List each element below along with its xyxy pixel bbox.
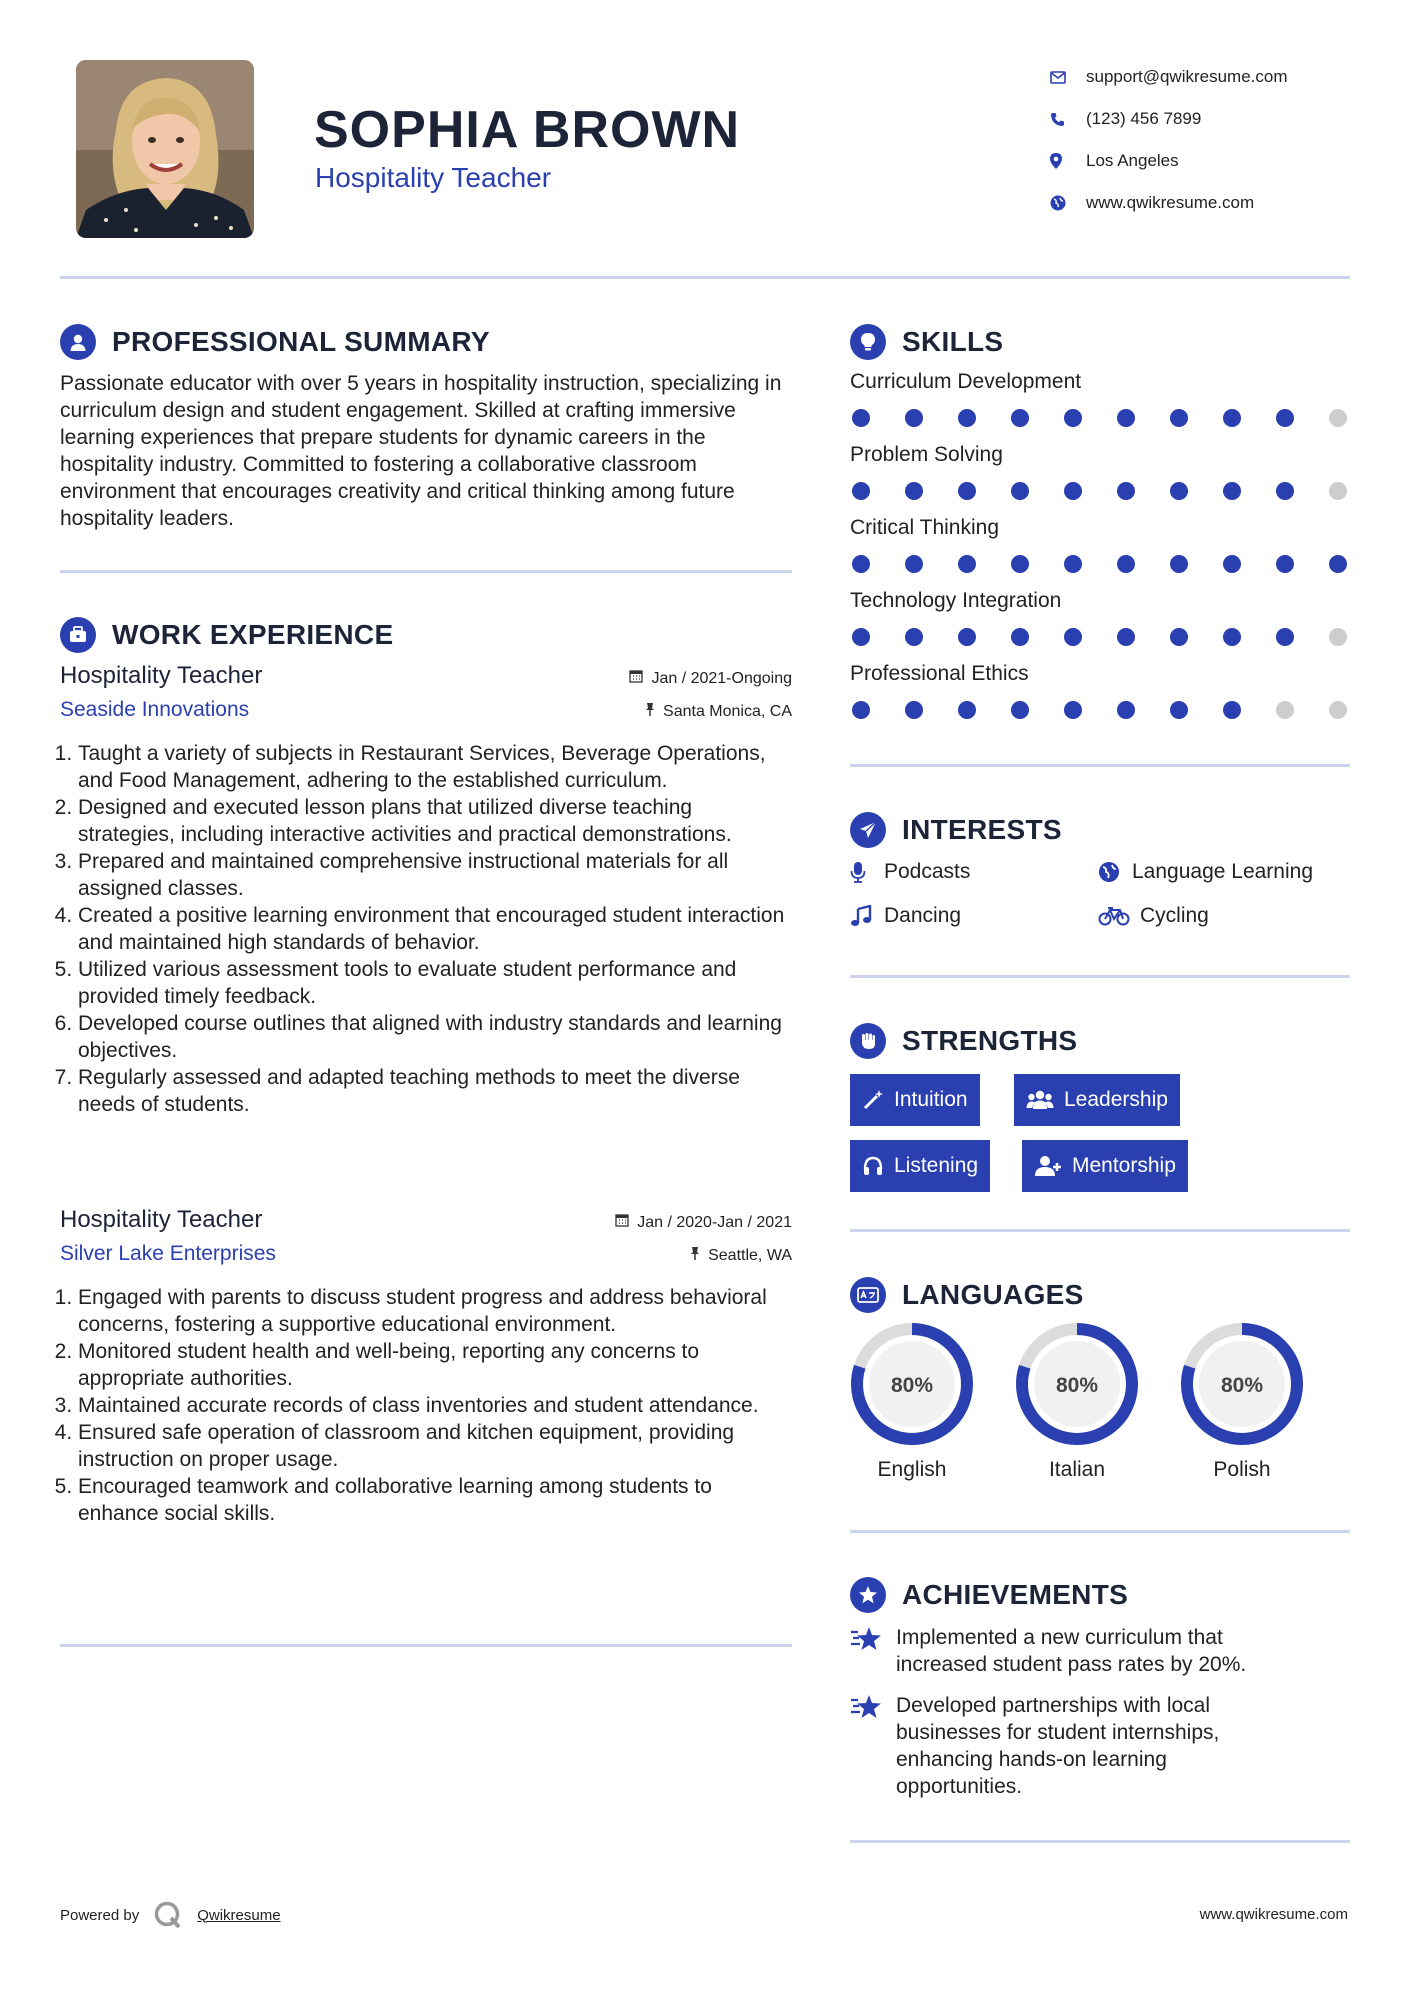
job-entry: [60, 662, 792, 1118]
skill-dot-filled: [1064, 409, 1082, 427]
globe-icon: [1050, 195, 1086, 211]
skill-dot-filled: [1170, 628, 1188, 646]
skill-dot-filled: [1223, 482, 1241, 500]
star-badge-icon: [850, 1577, 886, 1613]
user-plus-icon: [1034, 1155, 1062, 1177]
interests-title: INTERESTS: [902, 814, 1062, 845]
job-location-text: Santa Monica, CA: [663, 702, 792, 720]
job-dates-text: Jan / 2021-Ongoing: [651, 669, 792, 687]
skill-dot-filled: [1064, 482, 1082, 500]
language-item: [1180, 1322, 1304, 1482]
microphone-icon: [850, 861, 878, 883]
language-name: Italian: [1048, 1458, 1106, 1481]
user-icon: [60, 324, 96, 360]
briefcase-icon: [60, 617, 96, 653]
contact-website[interactable]: [1050, 182, 1288, 224]
job-bullets: [60, 1284, 792, 1527]
footer-website[interactable]: www.qwikresume.com: [1199, 1906, 1348, 1923]
list-item: 6. Developed course outlines that aligned with industry standards and learning objectives.: [78, 1010, 792, 1064]
header-divider: [60, 276, 1350, 279]
strengths-divider: [850, 1229, 1350, 1232]
skill-dot-filled: [852, 482, 870, 500]
profile-photo: [76, 60, 254, 238]
skill-rating: [850, 628, 1347, 646]
list-item: 2. Designed and executed lesson plans that utilized diverse teaching strategies, including interactive activities and practical demonstrations.: [78, 794, 792, 848]
summary-divider: [60, 570, 792, 573]
skill-dot-filled: [1011, 482, 1029, 500]
skill-dot-filled: [905, 409, 923, 427]
skill-dot-filled: [905, 555, 923, 573]
strength-label: Leadership: [1064, 1088, 1168, 1111]
skill-dot-filled: [1170, 555, 1188, 573]
skills-title: SKILLS: [902, 326, 1004, 357]
strengths-heading: [850, 1023, 1077, 1059]
skill-dot-filled: [1276, 555, 1294, 573]
skill-dot-filled: [852, 555, 870, 573]
language-percent: 80%: [1220, 1374, 1264, 1397]
calendar-icon: [629, 669, 643, 688]
skill-name: Problem Solving: [850, 443, 1003, 466]
skill-dot-filled: [852, 409, 870, 427]
skills-divider: [850, 764, 1350, 767]
interest-label: Dancing: [884, 904, 962, 927]
list-item: 7. Regularly assessed and adapted teaching methods to meet the diverse needs of students.: [78, 1064, 792, 1118]
skill-dot-filled: [1223, 409, 1241, 427]
list-item: 4. Created a positive learning environment that encouraged student interaction and maintained high standards of behavior.: [78, 902, 792, 956]
email-text: support@qwikresume.com: [1086, 67, 1288, 86]
interest-label: Language Learning: [1132, 860, 1314, 883]
interest-item: [1098, 860, 1313, 884]
skill-dot-filled: [905, 482, 923, 500]
job-dates: [615, 1213, 792, 1232]
work-divider: [60, 1644, 792, 1647]
language-ring: [1180, 1322, 1304, 1446]
skill-dot-filled: [1011, 628, 1029, 646]
skill-name: Professional Ethics: [850, 662, 1029, 685]
skill-item: [850, 589, 1350, 646]
achievement-item: [850, 1624, 1290, 1678]
list-item: 3. Maintained accurate records of class inventories and student attendance.: [78, 1392, 792, 1419]
skill-dot-filled: [1064, 628, 1082, 646]
skill-dot-filled: [1276, 409, 1294, 427]
list-item: 1. Taught a variety of subjects in Restaurant Services, Beverage Operations, and Food Management, adhering to the established curriculum.: [78, 740, 792, 794]
language-name: Polish: [1213, 1458, 1271, 1481]
headphones-icon: [862, 1155, 884, 1177]
skill-dot-empty: [1329, 482, 1347, 500]
skill-dot-filled: [958, 628, 976, 646]
job-location-text: Seattle, WA: [708, 1246, 792, 1264]
skill-dot-filled: [852, 628, 870, 646]
users-icon: [1026, 1089, 1054, 1111]
skills-heading: [850, 324, 1003, 360]
skill-dot-filled: [1117, 628, 1135, 646]
strength-label: Listening: [894, 1154, 979, 1177]
strength-tag: [1014, 1074, 1180, 1126]
bicycle-icon: [1098, 906, 1134, 926]
skill-dot-filled: [958, 555, 976, 573]
summary-title: PROFESSIONAL SUMMARY: [112, 326, 490, 357]
languages-title: LANGUAGES: [902, 1279, 1084, 1310]
skill-dot-filled: [1223, 628, 1241, 646]
language-percent: 80%: [890, 1374, 934, 1397]
skill-dot-filled: [958, 409, 976, 427]
language-icon: [850, 1277, 886, 1313]
strengths-title: STRENGTHS: [902, 1025, 1078, 1056]
interest-item: [1098, 904, 1209, 928]
pin-icon: [690, 1246, 700, 1265]
contact-email[interactable]: [1050, 56, 1288, 98]
fist-icon: [850, 1023, 886, 1059]
website-text: www.qwikresume.com: [1086, 193, 1255, 212]
location-text: Los Angeles: [1086, 151, 1179, 170]
skill-dot-filled: [1223, 555, 1241, 573]
candidate-name: SOPHIA BROWN: [314, 101, 741, 159]
map-pin-icon: [1050, 153, 1086, 169]
language-ring: [850, 1322, 974, 1446]
language-percent: 80%: [1055, 1374, 1099, 1397]
skill-name: Curriculum Development: [850, 370, 1082, 393]
list-item: 1. Engaged with parents to discuss student progress and address behavioral concerns, fostering a supportive educational environment.: [78, 1284, 792, 1338]
skill-dot-empty: [1276, 701, 1294, 719]
skill-item: [850, 516, 1350, 573]
job-bullets: [60, 740, 792, 1118]
achievement-item: [850, 1692, 1290, 1800]
summary-heading: [60, 324, 490, 360]
candidate-role: Hospitality Teacher: [315, 162, 552, 193]
skill-dot-filled: [1117, 701, 1135, 719]
skill-item: [850, 662, 1350, 719]
list-item: 3. Prepared and maintained comprehensive instructional materials for all assigned classes.: [78, 848, 792, 902]
job-company: Seaside Innovations: [60, 698, 250, 721]
contact-block: [1050, 56, 1288, 224]
phone-icon: [1050, 112, 1086, 127]
job-location: [690, 1246, 792, 1265]
interests-divider: [850, 975, 1350, 978]
achievements-divider: [850, 1840, 1350, 1843]
skill-dot-filled: [1117, 409, 1135, 427]
envelope-icon: [1050, 71, 1086, 84]
achievement-text: Implemented a new curriculum that increased student pass rates by 20%.: [896, 1626, 1247, 1676]
interests-heading: [850, 812, 1062, 848]
powered-by-text: Powered by: [60, 1906, 140, 1924]
strength-label: Intuition: [894, 1088, 968, 1111]
achievement-text: Developed partnerships with local businesses for student internships, enhancing hands-on learning opportunities.: [896, 1694, 1220, 1798]
interest-item: [850, 860, 970, 884]
skill-dot-filled: [1117, 482, 1135, 500]
languages-divider: [850, 1530, 1350, 1533]
job-title: Hospitality Teacher: [60, 662, 263, 689]
job-company: Silver Lake Enterprises: [60, 1242, 276, 1265]
skill-rating: [850, 555, 1347, 573]
skill-dot-empty: [1329, 628, 1347, 646]
languages-heading: [850, 1277, 1084, 1313]
achievements-heading: [850, 1577, 1128, 1613]
job-dates: [629, 669, 792, 688]
star-icon: [850, 1692, 896, 1800]
strength-tag: [1022, 1140, 1188, 1192]
contact-location: [1050, 140, 1288, 182]
skill-name: Critical Thinking: [850, 516, 999, 539]
interest-item: [850, 904, 961, 928]
skill-dot-filled: [1170, 409, 1188, 427]
strength-tag: [850, 1074, 980, 1126]
skill-dot-filled: [958, 482, 976, 500]
skill-dot-empty: [1329, 701, 1347, 719]
skill-rating: [850, 701, 1347, 719]
skill-dot-filled: [1223, 701, 1241, 719]
strength-tag: [850, 1140, 990, 1192]
skill-dot-filled: [1329, 555, 1347, 573]
skill-dot-empty: [1329, 409, 1347, 427]
language-name: English: [877, 1458, 947, 1481]
strength-label: Mentorship: [1072, 1154, 1176, 1177]
language-item: [1015, 1322, 1139, 1482]
job-location: [645, 702, 792, 721]
job-title: Hospitality Teacher: [60, 1206, 263, 1233]
skill-dot-filled: [1170, 482, 1188, 500]
skill-dot-filled: [1117, 555, 1135, 573]
job-dates-text: Jan / 2020-Jan / 2021: [637, 1213, 792, 1231]
list-item: 4. Ensured safe operation of classroom and kitchen equipment, providing instruction on proper usage.: [78, 1419, 792, 1473]
skill-dot-filled: [1276, 628, 1294, 646]
globe-icon: [1098, 861, 1126, 883]
skill-dot-filled: [1011, 701, 1029, 719]
work-heading: [60, 617, 393, 653]
skill-rating: [850, 482, 1347, 500]
skill-dot-filled: [1064, 555, 1082, 573]
skill-dot-filled: [1170, 701, 1188, 719]
skill-item: [850, 443, 1350, 500]
contact-phone[interactable]: [1050, 98, 1288, 140]
skill-dot-filled: [958, 701, 976, 719]
list-item: 5. Encouraged teamwork and collaborative learning among students to enhance social skills.: [78, 1473, 792, 1527]
skill-rating: [850, 409, 1347, 427]
interest-label: Podcasts: [884, 860, 971, 883]
job-entry: [60, 1206, 792, 1527]
footer-powered: [60, 1900, 281, 1930]
brand-link[interactable]: Qwikresume: [197, 1906, 281, 1924]
phone-text: (123) 456 7899: [1086, 109, 1202, 128]
lightbulb-icon: [850, 324, 886, 360]
magic-wand-icon: [862, 1089, 884, 1111]
skill-dot-filled: [1064, 701, 1082, 719]
skill-dot-filled: [905, 628, 923, 646]
interest-label: Cycling: [1140, 904, 1209, 927]
skill-item: [850, 370, 1350, 427]
skill-dot-filled: [1011, 555, 1029, 573]
skill-dot-filled: [905, 701, 923, 719]
pin-icon: [645, 702, 655, 721]
skill-name: Technology Integration: [850, 589, 1062, 612]
language-item: [850, 1322, 974, 1482]
music-note-icon: [850, 905, 878, 927]
work-title: WORK EXPERIENCE: [112, 619, 394, 650]
language-ring: [1015, 1322, 1139, 1446]
skill-dot-filled: [852, 701, 870, 719]
list-item: 2. Monitored student health and well-being, reporting any concerns to appropriate authorities.: [78, 1338, 792, 1392]
list-item: 5. Utilized various assessment tools to evaluate student performance and provided timely feedback.: [78, 956, 792, 1010]
skill-dot-filled: [1011, 409, 1029, 427]
calendar-icon: [615, 1213, 629, 1232]
skill-dot-filled: [1276, 482, 1294, 500]
paper-plane-icon: [850, 812, 886, 848]
star-icon: [850, 1624, 896, 1678]
qwikresume-logo-icon: [153, 1900, 183, 1930]
summary-text: Passionate educator with over 5 years in hospitality instruction, specializing in curriculum design and student engagement. Skilled at crafting immersive learning experiences that prepare students for dynamic careers in the hospitality industry. Committed to fostering a collaborative classroom environment that encourages creativity and critical thinking among future hospitality leaders.: [60, 372, 782, 530]
achievements-title: ACHIEVEMENTS: [902, 1579, 1129, 1610]
